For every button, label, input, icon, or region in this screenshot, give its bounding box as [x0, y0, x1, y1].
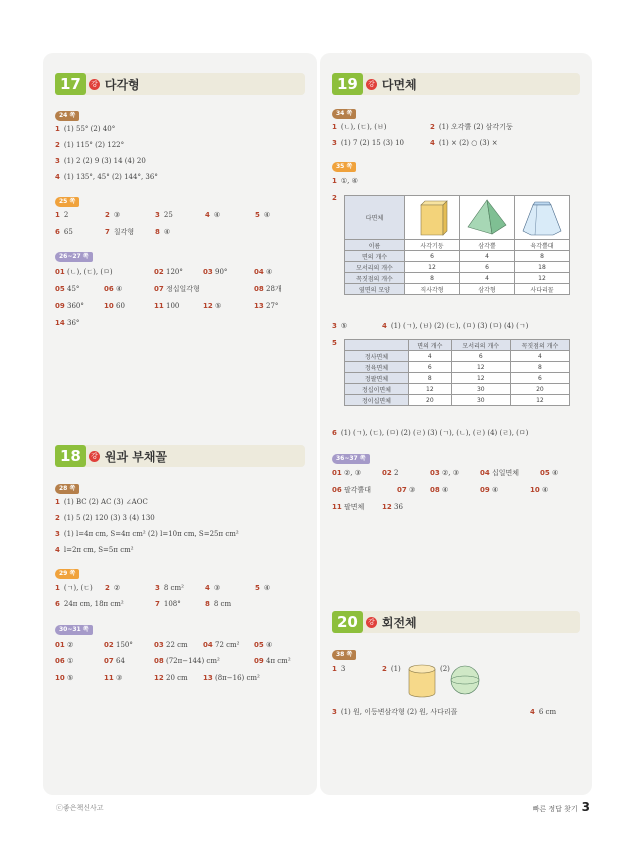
regular-polyhedra-table	[344, 339, 570, 406]
answer-row: 2	[332, 194, 337, 202]
answer-row: 01 ②, ③ 02 2 03 ②, ③ 04 십일면체 05 ④	[332, 469, 559, 477]
answer-row: 1 (1) BC (2) AC (3) ∠AOC	[55, 498, 148, 506]
lesson-dot-icon: 강	[89, 79, 100, 90]
answer-row: 11 팔면체 12 36	[332, 503, 403, 511]
copyright-text: ⓒ좋은책신사고	[56, 804, 104, 812]
section-number: 18	[55, 445, 86, 467]
square-prism-icon	[407, 197, 457, 237]
section-18-header	[55, 445, 305, 467]
section-number: 17	[55, 73, 86, 95]
table-row: 정육면체 6 12 8	[345, 362, 570, 373]
left-answer-panel	[43, 53, 317, 795]
answer-row: 1 (1) 55° (2) 40°	[55, 125, 116, 133]
section-20-header	[332, 611, 580, 633]
page-tag-29: 29 쪽	[55, 569, 79, 579]
answer-row: 4 (1) 135°, 45° (2) 144°, 36°	[55, 173, 158, 181]
answer-row: 5	[332, 339, 337, 347]
footer-page-label	[533, 800, 590, 814]
cylinder-figure-icon	[406, 663, 438, 699]
answer-row: 2 (1) 115° (2) 122°	[55, 141, 125, 149]
answer-row: 2 (1) 5 (2) 120 (3) 3 (4) 130	[55, 514, 155, 522]
quick-answer-label: 빠른 정답 찾기	[532, 805, 578, 813]
answer-row: 6 24π cm, 18π cm² 7 108° 8 8 cm	[55, 600, 232, 608]
page-tag-34: 34 쪽	[332, 109, 356, 119]
table-header-row: 면의 개수 모서리의 개수 꼭짓점의 개수	[345, 340, 570, 351]
answer-row: 4 l=2π cm, S=5π cm²	[55, 546, 134, 554]
table-row: 면의 개수 6 4 8	[345, 251, 570, 262]
page-number: 3	[581, 800, 590, 814]
answer-row: 09 360° 10 60 11 100 12 ⑤ 13 27°	[55, 302, 279, 310]
page-tag-24: 24 쪽	[55, 111, 79, 121]
answer-row: 05 45° 06 ④ 07 정십일각형 08 28개	[55, 285, 282, 293]
table-corner-label: 다면체	[345, 196, 405, 240]
answer-row: 3 (1) 7 (2) 15 (3) 10 4 (1) × (2) ○ (3) ×	[332, 139, 498, 147]
polyhedra-table	[344, 195, 570, 295]
table-row: 정팔면체 8 12 6	[345, 373, 570, 384]
triangular-pyramid-icon	[462, 197, 512, 237]
sphere-figure-icon	[448, 665, 482, 695]
answer-row: 01 (ㄴ), (ㄷ), (ㅁ) 02 120° 03 90° 04 ④	[55, 268, 273, 276]
page-tag-36-37: 36~37 쪽	[332, 454, 370, 464]
section-17-header	[55, 73, 305, 95]
lesson-dot-icon: 강	[366, 79, 377, 90]
answer-row: 14 36°	[55, 319, 80, 327]
page-tag-30-31: 30~31 쪽	[55, 625, 93, 635]
answer-row: 3 (1) 2 (2) 9 (3) 14 (4) 20	[55, 157, 146, 165]
answer-row: 06 ① 07 64 08 (72π−144) cm² 09 4π cm²	[55, 657, 291, 665]
answer-row: 6 (1) (ㄱ), (ㄷ), (ㅁ) (2) (ㄹ) (3) (ㄱ), (ㄴ), (ㄹ) (4) (ㄹ), (ㅁ)	[332, 429, 529, 437]
table-row: 정사면체 4 6 4	[345, 351, 570, 362]
answer-row: 6 65 7 칠각형 8 ④	[55, 228, 171, 236]
answer-row: 1 ①, ④	[332, 177, 358, 185]
section-title: 회전체	[381, 615, 417, 630]
page-tag-35: 35 쪽	[332, 162, 356, 172]
table-row: 정십이면체 12 30 20	[345, 384, 570, 395]
answer-row: 1 3 2 (1) (2)	[332, 665, 450, 673]
section-19-header	[332, 73, 580, 95]
table-row: 모서리의 개수 12 6 18	[345, 262, 570, 273]
page-tag-38: 38 쪽	[332, 650, 356, 660]
hexagonal-frustum-figure	[515, 196, 570, 240]
section-title: 다각형	[104, 77, 140, 92]
answer-row: 10 ⑤ 11 ③ 12 20 cm 13 (8π−16) cm²	[55, 674, 260, 682]
answer-row: 3 ⑤ 4 (1) (ㄱ), (ㅂ) (2) (ㄷ), (ㅁ) (3) (ㅁ) (4) (ㄱ)	[332, 322, 529, 330]
table-row: 옆면의 모양 직사각형 삼각형 사다리꼴	[345, 284, 570, 295]
section-title: 원과 부채꼴	[104, 449, 168, 464]
section-title: 다면체	[381, 77, 417, 92]
answer-row: 1 2 2 ③ 3 25 4 ④ 5 ④	[55, 211, 271, 219]
triangular-pyramid-figure	[460, 196, 515, 240]
answer-row: 3 (1) 원, 이등변삼각형 (2) 원, 사다리꼴 4 6 cm	[332, 708, 557, 716]
right-answer-panel	[320, 53, 592, 795]
answer-row: 3 (1) l=4π cm, S=4π cm² (2) l=10π cm, S=25π cm²	[55, 530, 239, 538]
answer-row: 01 ② 02 150° 03 22 cm 04 72 cm² 05 ④	[55, 641, 273, 649]
hexagonal-frustum-icon	[517, 197, 567, 237]
lesson-dot-icon: 강	[89, 451, 100, 462]
answer-row: 06 팔각뿔대 07 ③ 08 ④ 09 ④ 10 ④	[332, 486, 549, 494]
square-prism-figure	[405, 196, 460, 240]
section-number: 19	[332, 73, 363, 95]
lesson-dot-icon: 강	[366, 617, 377, 628]
table-row: 이름 사각기둥 삼각뿔 육각뿔대	[345, 240, 570, 251]
page-tag-26-27: 26~27 쪽	[55, 252, 93, 262]
table-row: 정이십면체 20 30 12	[345, 395, 570, 406]
answer-row: 1 (ㄱ), (ㄷ) 2 ② 3 8 cm² 4 ③ 5 ④	[55, 584, 271, 592]
table-row: 꼭짓점의 개수 8 4 12	[345, 273, 570, 284]
page-tag-28: 28 쪽	[55, 484, 79, 494]
answer-row: 1 (ㄴ), (ㄷ), (ㅂ) 2 (1) 오각뿔 (2) 삼각기둥	[332, 123, 513, 131]
section-number: 20	[332, 611, 363, 633]
page-tag-25: 25 쪽	[55, 197, 79, 207]
